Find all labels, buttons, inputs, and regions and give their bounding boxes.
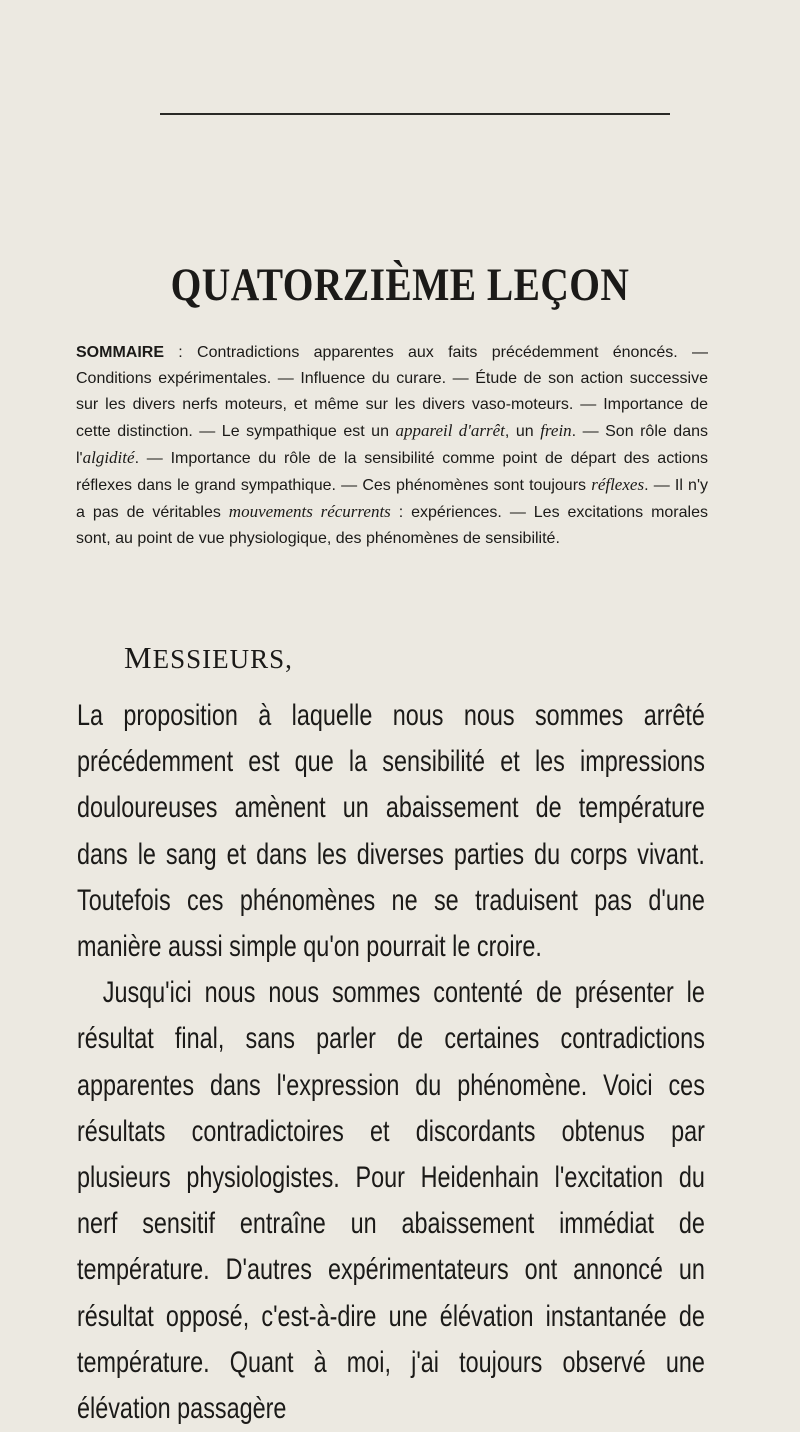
summary-text: . — Importance du rôle de la sensibilité comme point de départ des actions réflexes dans le grand sympathique. — Ces phénomènes sont toujours bbox=[76, 450, 708, 494]
summary-text: , un bbox=[504, 423, 541, 440]
summary-label: SOMMAIRE bbox=[76, 344, 164, 361]
summary-block bbox=[76, 340, 708, 552]
summary-text: . — Son rôle dans l' bbox=[76, 423, 708, 467]
summary-emphasis: mouvements récurrents bbox=[228, 502, 391, 521]
paragraph: Jusqu'ici nous nous sommes contenté de présenter le résultat final, sans parler de certaines contradictions apparentes dans l'expression du phénomène. Voici ces résultats contradictoires et discordants obtenus par plusieurs physiologistes. Pour Heidenhain l'excitation du nerf sensitif entraîne un abaissement immédiat de température. D'autres expérimentateurs ont annoncé un résultat opposé, c'est-à-dire une élévation instantanée de température. Quant à moi, j'ai toujours observé une élévation passagère bbox=[77, 976, 705, 1426]
summary-emphasis: appareil d'arrêt bbox=[395, 421, 505, 440]
summary-text: : expériences. — Les excitations morales sont, au point de vue physiologique, des phénomènes de sensibilité. bbox=[76, 504, 708, 547]
summary-text: : Contradictions apparentes aux faits précédemment énoncés. — Conditions expérimentales. — Influence du curare. — Étude de son action successive sur les divers nerfs moteurs, et même sur les divers vaso-moteurs. — Importance de cette distinction. — Le sympathique est un bbox=[76, 344, 708, 440]
lesson-body bbox=[77, 693, 705, 1432]
salutation bbox=[124, 640, 293, 676]
header-rule bbox=[160, 113, 670, 115]
summary-emphasis: frein bbox=[540, 421, 572, 440]
salutation-initial: M bbox=[124, 640, 153, 675]
summary-emphasis: réflexes bbox=[591, 475, 645, 494]
paragraph: La proposition à laquelle nous nous sommes arrêté précédemment est que la sensibilité et les impressions douloureuses amènent un abaissement de température dans le sang et dans les diverses parties du corps vivant. Toutefois ces phénomènes ne se traduisent pas d'une manière aussi simple qu'on pourrait le croire. bbox=[77, 699, 705, 964]
summary-text: . — Il n'y a pas de véritables bbox=[76, 477, 709, 521]
lesson-title: QUATORZIÈME LEÇON bbox=[170, 259, 630, 311]
salutation-rest: ESSIEURS, bbox=[152, 644, 293, 674]
summary-emphasis: algidité bbox=[82, 448, 135, 467]
